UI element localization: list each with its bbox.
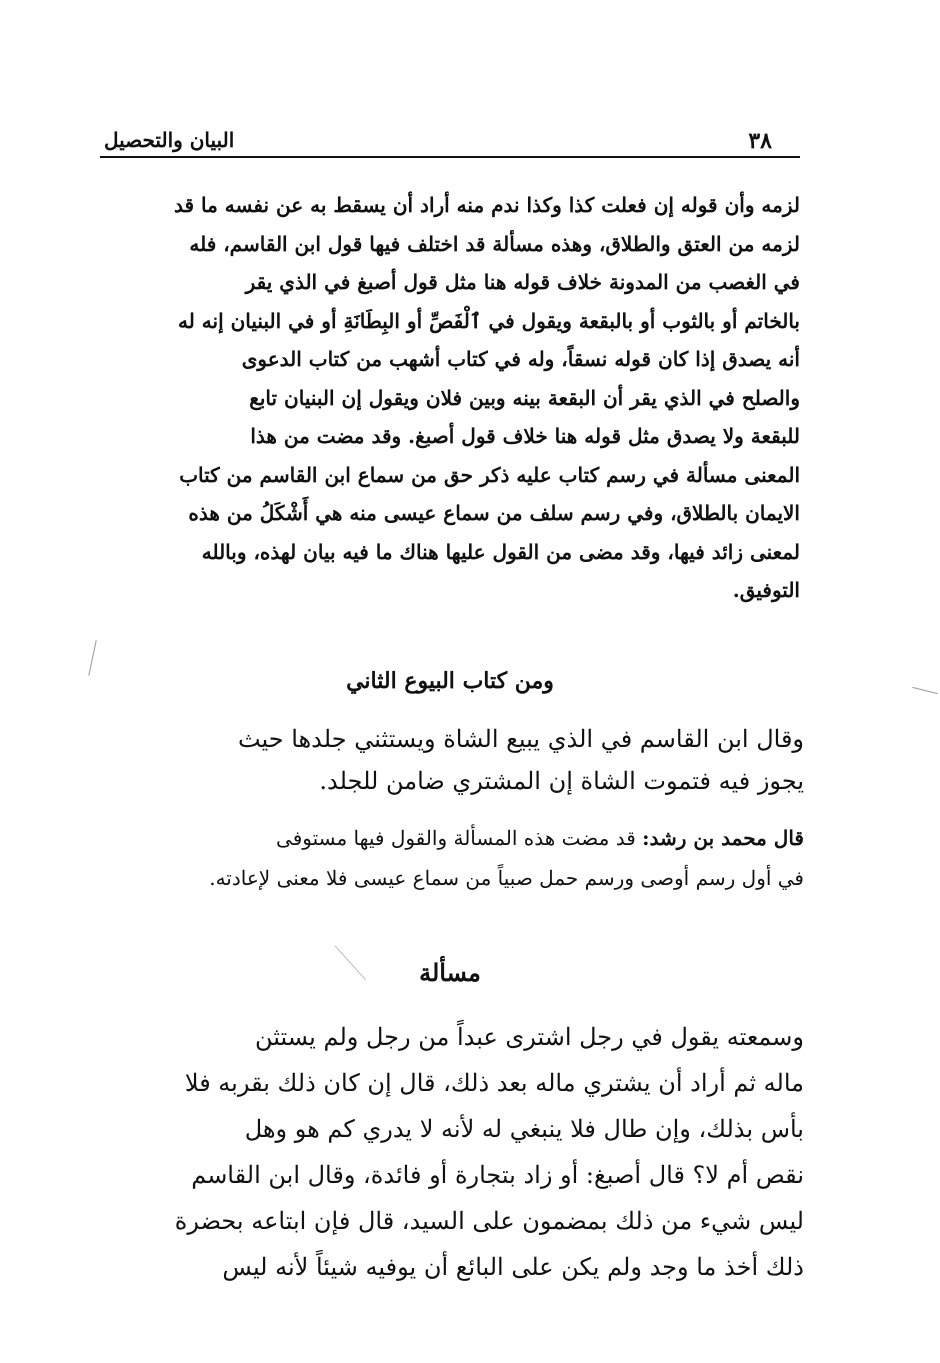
text-line: المعنى مسألة في رسم كتاب عليه ذكر حق من سماع ابن القاسم من كتاب: [179, 462, 800, 487]
text-line: بالخاتم أو بالثوب أو بالبقعة ويقول في ٱلْفَصِّ أو البِطَانَةِ أو في البنيان إنه له: [178, 308, 800, 333]
text-line: أنه يصدق إذا كان قوله نسقاً، وله في كتاب أشهب من كتاب الدعوى: [241, 347, 800, 371]
main-paragraph: [100, 186, 800, 610]
text-line: في الغصب من المدونة خلاف قوله هنا مثل قول أصبغ في الذي يقر: [245, 270, 800, 294]
book-title: البيان والتحصيل: [104, 128, 235, 152]
scan-mark: [88, 640, 96, 675]
text-line: لزمه من العتق والطلاق، وهذه مسألة قد اختلف فيها قول ابن القاسم، فله: [189, 231, 800, 256]
text-line: وقال ابن القاسم في الذي يبيع الشاة ويستثني جلدها حيث: [237, 725, 804, 753]
text-line: بأس بذلك، وإن طال فلا ينبغي له لأنه لا يدري كم هو وهل: [244, 1115, 804, 1143]
question-paragraph: [104, 1014, 804, 1290]
text-line: وسمعته يقول في رجل اشترى عبداً من رجل ولم يستثن: [255, 1023, 804, 1051]
commentary-paragraph: [104, 818, 804, 898]
text-line: لزمه وأن قوله إن فعلت كذا وكذا ندم منه أراد أن يسقط به عن نفسه ما قد: [173, 193, 800, 217]
text-line: ليس شيء من ذلك بمضمون على السيد، قال فإن ابتاعه بحضرة: [174, 1207, 804, 1235]
commentary-line-rest: قد مضت هذه المسألة والقول فيها مستوفى: [276, 826, 643, 850]
text-line: والصلح في الذي يقر أن البقعة بينه وبين فلان ويقول إن البنيان تابع: [249, 385, 800, 410]
scan-mark: [912, 687, 937, 694]
text-line: التوفيق.: [732, 578, 800, 602]
text-line: نقص أم لا؟ قال أصبغ: أو زاد بتجارة أو فائدة، وقال ابن القاسم: [191, 1161, 804, 1189]
section-paragraph: [104, 718, 804, 802]
text-line: [104, 818, 804, 858]
section-heading: ومن كتاب البيوع الثاني: [346, 668, 554, 694]
text-line: الايمان بالطلاق، وفي رسم سلف من سماع عيسى منه هي أَشْكَلُ من هذه: [188, 501, 800, 525]
question-heading: مسألة: [419, 958, 481, 987]
text-line: يجوز فيه فتموت الشاة إن المشتري ضامن للجلد.: [319, 767, 804, 795]
text-line: لمعنى زائد فيها، وقد مضى من القول عليها هناك ما فيه بيان لهذه، وبالله: [201, 539, 800, 564]
running-header: [100, 128, 800, 158]
text-line: ماله ثم أراد أن يشتري ماله بعد ذلك، قال إن كان ذلك بقربه فلا: [184, 1069, 804, 1097]
text-line: للبقعة ولا يصدق مثل قوله هنا خلاف قول أصبغ. وقد مضت من هذا: [250, 424, 800, 448]
commentary-speaker: قال محمد بن رشد:: [642, 826, 804, 850]
page-number: ٣٨: [748, 128, 772, 154]
text-line: ذلك أخذ ما وجد ولم يكن على البائع أن يوفيه شيئاً لأنه ليس: [222, 1253, 804, 1281]
text-line: في أول رسم أوصى ورسم حمل صبياً من سماع عيسى فلا معنى لإعادته.: [209, 866, 804, 890]
